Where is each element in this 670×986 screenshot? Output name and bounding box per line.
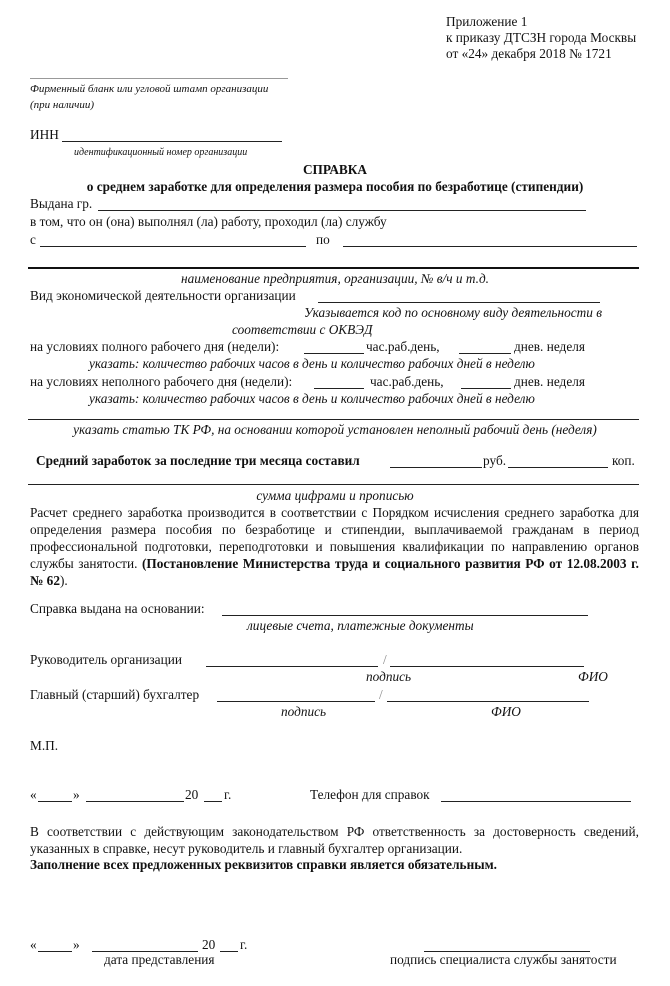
amount-hint: сумма цифрами и прописью bbox=[256, 488, 414, 503]
parttime-hours-field[interactable] bbox=[314, 388, 364, 389]
date-day-field[interactable] bbox=[38, 801, 72, 802]
director-name-hint: ФИО bbox=[578, 669, 608, 684]
parttime-days-field[interactable] bbox=[461, 388, 511, 389]
to-date-field[interactable] bbox=[343, 246, 637, 247]
rub-label: руб. bbox=[483, 453, 507, 468]
phone-field[interactable] bbox=[441, 801, 631, 802]
fulltime-hint: указать: количество рабочих часов в день и количество рабочих дней в неделю bbox=[89, 356, 535, 371]
document-title: СПРАВКА bbox=[302, 162, 368, 177]
activity-hint-1: Указывается код по основному виду деятельности в bbox=[304, 305, 602, 320]
article-hint: указать статью ТК РФ, на основании которой установлен неполный рабочий день (неделя) bbox=[73, 422, 597, 437]
from-date-field[interactable] bbox=[40, 246, 306, 247]
parttime-hours-suffix: час.раб.день, bbox=[370, 374, 444, 389]
letterhead-line bbox=[30, 78, 288, 79]
inn-label: ИНН bbox=[30, 127, 59, 142]
date-year-suffix: г. bbox=[224, 787, 232, 802]
date-quote-open: « bbox=[30, 787, 37, 802]
basis-label: Справка выдана на основании: bbox=[30, 601, 205, 616]
issued-to-label: Выдана гр. bbox=[30, 196, 93, 211]
director-slash: / bbox=[383, 652, 387, 667]
mandatory-note: Заполнение всех предложенных реквизитов справки является обязательным. bbox=[30, 857, 497, 872]
article-field[interactable] bbox=[28, 419, 639, 420]
fulltime-hours-field[interactable] bbox=[304, 353, 364, 354]
inn-hint: идентификационный номер организации bbox=[74, 147, 248, 158]
director-signature-field[interactable] bbox=[206, 666, 378, 667]
date-quote-close: » bbox=[73, 787, 80, 802]
parttime-hint: указать: количество рабочих часов в день и количество рабочих дней в неделю bbox=[89, 391, 535, 406]
accountant-signature-hint: подпись bbox=[281, 704, 327, 719]
appendix-line-3: от «24» декабря 2018 № 1721 bbox=[446, 46, 612, 61]
inn-field[interactable] bbox=[62, 141, 282, 142]
parttime-days-suffix: днев. неделя bbox=[514, 374, 585, 389]
kop-label: коп. bbox=[612, 453, 635, 468]
footer-year-field[interactable] bbox=[220, 951, 238, 952]
activity-label: Вид экономической деятельности организации bbox=[30, 288, 296, 303]
letterhead-note-1: Фирменный бланк или угловой штамп организации bbox=[30, 83, 269, 95]
footer-year-suffix: г. bbox=[240, 937, 248, 952]
fulltime-hours-suffix: час.раб.день, bbox=[366, 339, 440, 354]
director-signature-hint: подпись bbox=[366, 669, 412, 684]
accountant-name-field[interactable] bbox=[387, 701, 589, 702]
fulltime-days-suffix: днев. неделя bbox=[514, 339, 585, 354]
specialist-signature-hint: подпись специалиста службы занятости bbox=[390, 952, 617, 967]
footer-quote-close: » bbox=[73, 937, 80, 952]
footer-day-field[interactable] bbox=[38, 951, 72, 952]
accountant-name-hint: ФИО bbox=[491, 704, 521, 719]
footer-year-prefix: 20 bbox=[202, 937, 216, 952]
work-statement: в том, что он (она) выполнял (ла) работу, проходил (ла) службу bbox=[30, 214, 387, 229]
date-month-field[interactable] bbox=[86, 801, 184, 802]
appendix-line-2: к приказу ДТСЗН города Москвы bbox=[446, 30, 637, 45]
rub-field[interactable] bbox=[390, 467, 482, 468]
org-name-hint: наименование предприятия, организации, № в/ч и т.д. bbox=[180, 271, 490, 286]
director-label: Руководитель организации bbox=[30, 652, 182, 667]
fulltime-label: на условиях полного рабочего дня (недели): bbox=[30, 339, 280, 354]
calculation-note: Расчет среднего заработка производится в соответствии с Порядком исчисления среднего заработка для определения размера пособия по безработице и стипендии, выплачиваемой гражданам в период профессиональной подготовки, переподготовки и повышения квалификации по направлению органов службы занятости. (Постановление Министерства труда и социального развития РФ от 12.08.2003 г. № 62). bbox=[30, 505, 639, 588]
activity-field[interactable] bbox=[318, 302, 600, 303]
activity-hint-2: соответствии с ОКВЭД bbox=[232, 322, 373, 337]
letterhead-note-2: (при наличии) bbox=[30, 99, 95, 111]
kop-field[interactable] bbox=[508, 467, 608, 468]
from-label: с bbox=[30, 232, 36, 247]
parttime-label: на условиях неполного рабочего дня (недели): bbox=[30, 374, 293, 389]
date-year-prefix: 20 bbox=[185, 787, 199, 802]
org-name-field[interactable] bbox=[28, 267, 639, 269]
fulltime-days-field[interactable] bbox=[459, 353, 511, 354]
accountant-label: Главный (старший) бухгалтер bbox=[30, 687, 200, 702]
director-name-field[interactable] bbox=[390, 666, 584, 667]
amount-words-field[interactable] bbox=[28, 484, 639, 485]
avg-salary-label: Средний заработок за последние три месяца составил bbox=[36, 453, 360, 468]
stamp-label: М.П. bbox=[30, 738, 59, 753]
accountant-slash: / bbox=[379, 687, 383, 702]
responsibility-text: В соответствии с действующим законодательством РФ ответственность за достоверность сведений, указанных в справке, несут руководитель и главный бухгалтер организации. bbox=[30, 824, 639, 856]
to-label: по bbox=[316, 232, 330, 247]
accountant-signature-field[interactable] bbox=[217, 701, 375, 702]
basis-hint: лицевые счета, платежные документы bbox=[247, 618, 474, 633]
phone-label: Телефон для справок bbox=[310, 787, 430, 802]
appendix-line-1: Приложение 1 bbox=[446, 14, 528, 29]
footer-quote-open: « bbox=[30, 937, 37, 952]
issued-to-field[interactable] bbox=[98, 210, 586, 211]
footer-date-hint: дата представления bbox=[104, 952, 215, 967]
document-subtitle: о среднем заработке для определения размера пособия по безработице (стипендии) bbox=[86, 179, 584, 194]
date-year-field[interactable] bbox=[204, 801, 222, 802]
basis-field[interactable] bbox=[222, 615, 588, 616]
calculation-note-reference: (Постановление Министерства труда и социального развития РФ от 12.08.2003 г. № 62 bbox=[30, 556, 639, 588]
